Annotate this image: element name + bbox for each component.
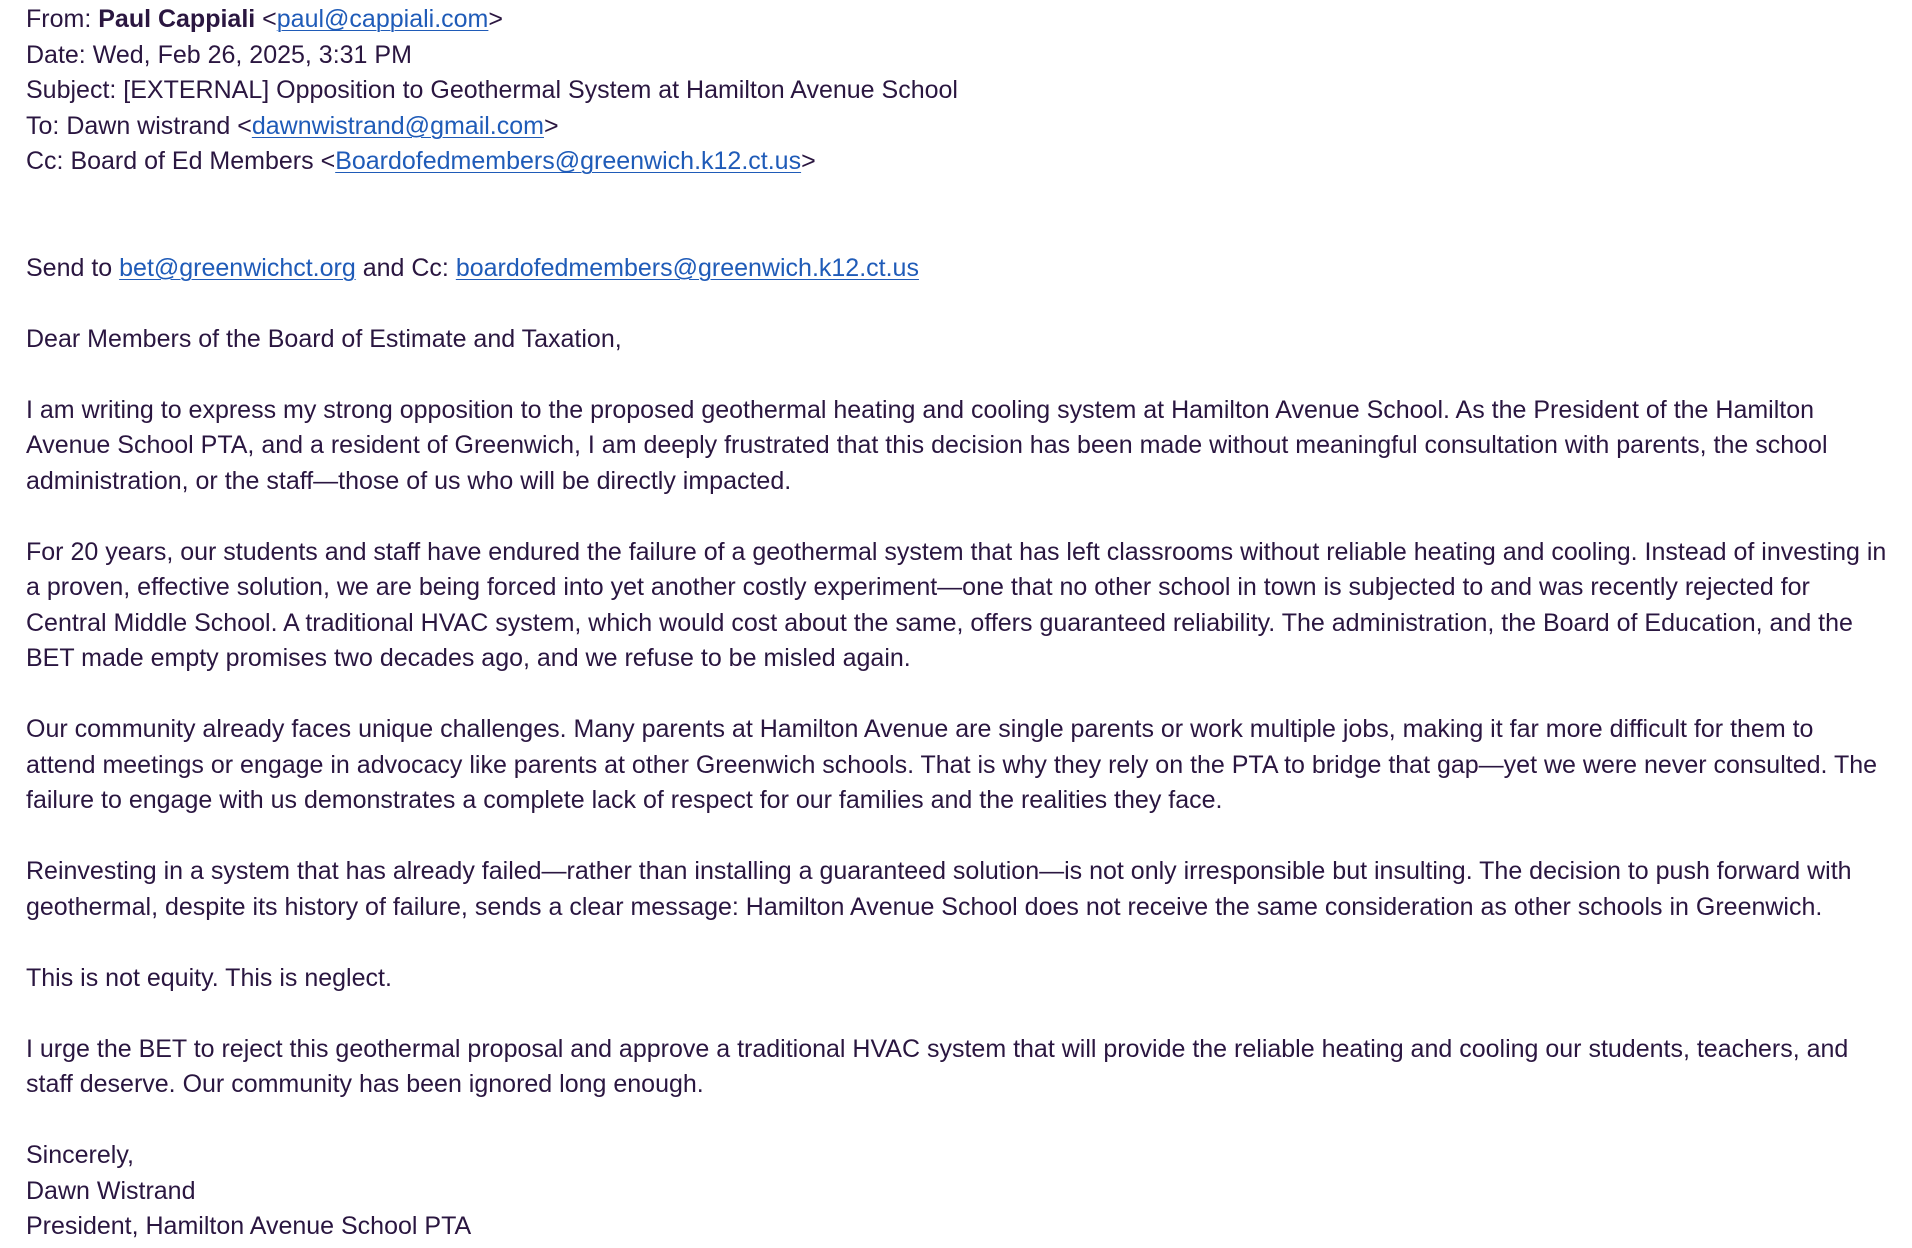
cc-name: Board of Ed Members — [70, 147, 314, 175]
send-to-line — [26, 251, 1912, 287]
date-value: Wed, Feb 26, 2025, 3:31 PM — [92, 40, 412, 69]
from-email-link[interactable]: paul@cappiali.com — [276, 5, 489, 33]
cc-email-link[interactable]: Boardofedmembers@greenwich.k12.ct.us — [335, 147, 802, 175]
to-name: Dawn wistrand — [66, 111, 231, 140]
from-line: From: Paul Cappiali <paul@cappiali.com> — [26, 5, 503, 33]
send-to-email-link[interactable]: bet@greenwichct.org — [119, 253, 356, 282]
body-paragraph-1: I am writing to express my strong opposition to the proposed geothermal heating and cooling system at Hamilton Avenue School. As the President of the Hamilton Avenue School PTA, and a resident of Greenwich, I am deeply frustrated that this decision has been made without meaningful consultation with parents, the school administration, or the staff—those of us who will be directly impacted. — [26, 395, 1828, 495]
subject-value: [EXTERNAL] Opposition to Geothermal System at Hamilton Avenue School — [123, 76, 958, 104]
to-label: To: — [26, 111, 60, 140]
body-paragraph-5: This is not equity. This is neglect. — [26, 963, 392, 992]
subject-label: Subject: — [26, 76, 117, 104]
salutation: Dear Members of the Board of Estimate and Taxation, — [26, 324, 622, 353]
send-to-prefix: Send to — [26, 253, 113, 282]
subject-line — [26, 73, 1912, 109]
header-body-spacer — [26, 180, 1912, 251]
send-cc-email-link[interactable]: boardofedmembers@greenwich.k12.ct.us — [455, 253, 919, 282]
cc-line: Cc: Board of Ed Members <Boardofedmembers@greenwich.k12.ct.us> — [26, 147, 816, 175]
to-line: To: Dawn wistrand <dawnwistrand@gmail.com> — [26, 111, 559, 140]
body-paragraph-3: Our community already faces unique challenges. Many parents at Hamilton Avenue are single parents or work multiple jobs, making it far more difficult for them to attend meetings or engage in advocacy like parents at other Greenwich schools. That is why they rely on the PTA to bridge that gap—yet we were never consulted. The failure to engage with us demonstrates a complete lack of respect for our families and the realities they face. — [26, 715, 1878, 814]
from-label: From: — [26, 5, 92, 33]
body-paragraph-2: For 20 years, our students and staff have endured the failure of a geothermal system that has left classrooms without reliable heating and cooling. Instead of investing in a proven, effective solution, we are being forced into yet another costly experiment—one that no other school in town is subjected to and was recently rejected for Central Middle School. A traditional HVAC system, which would cost about the same, offers guaranteed reliability. The administration, the Board of Education, and the BET made empty promises two decades ago, and we refuse to be misled again. — [26, 537, 1887, 672]
signature-name: Dawn Wistrand — [26, 1176, 196, 1205]
signature-title: President, Hamilton Avenue School PTA — [26, 1212, 472, 1240]
closing: Sincerely, — [26, 1141, 134, 1169]
email-body — [26, 251, 1912, 1245]
send-to-middle: and Cc: — [362, 253, 449, 282]
body-paragraph-4: Reinvesting in a system that has already failed—rather than installing a guaranteed solution—is not only irresponsible but insulting. The decision to push forward with geothermal, despite its history of failure, sends a clear message: Hamilton Avenue School does not receive the same consideration as other schools in Greenwich. — [26, 857, 1852, 921]
cc-label: Cc: — [26, 147, 64, 175]
signature-block — [26, 1138, 1912, 1245]
to-email-link[interactable]: dawnwistrand@gmail.com — [251, 111, 544, 140]
date-label: Date: — [26, 40, 86, 69]
from-name: Paul Cappiali — [98, 5, 256, 33]
date-line — [26, 38, 1912, 74]
body-paragraph-6: I urge the BET to reject this geothermal proposal and approve a traditional HVAC system that will provide the reliable heating and cooling our students, teachers, and staff deserve. Our community has been ignored long enough. — [26, 1034, 1849, 1098]
email-header — [26, 2, 1912, 180]
